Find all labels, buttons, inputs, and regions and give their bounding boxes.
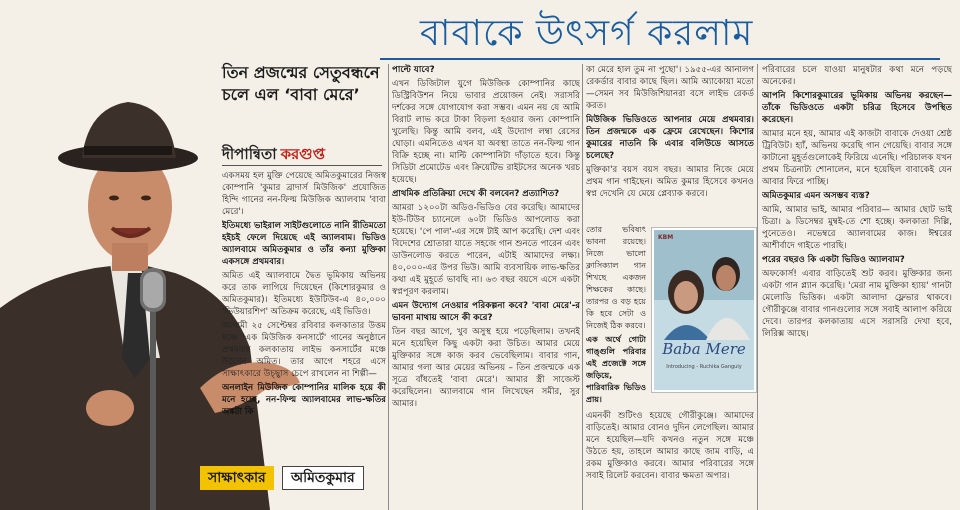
body-paragraph: তিন বছর আগে, খুব অসুস্থ হয়ে পড়েছিলাম। তখনই মনে হয়েছিল কিছু একটা করা উচিত। আমার মেয়ে মুক্তিকার সঙ্গে কাজ করব ভেবেছিলাম। বাবার গান, আমার গলা আর মেয়ের অভিনয় – তিন প্রজন্মকে এক সূত্রে বাঁধতেই 'বাবা মেরে'। আমার স্ত্রী সাজেস্ট করেছিলেন। অ্যালবামে গান লিখেছেন সমীর, সুর আমার।	[392, 327, 580, 409]
column-3-bottom	[586, 410, 754, 510]
question-paragraph: অমিতকুমার এমন অসম্ভব ব্যস্ত?	[762, 191, 870, 201]
body-paragraph: আমি, আমার ভাই, আমার পরিবার— আমার ছোট ভাই চিত্রা। ৯ ডিসেম্বর মুম্বই-তে শো হচ্ছে। কলকাতা দিল্লি, পুনেতেও। নভেম্বরে অ্যালবামের কাজ। ঈশ্বরের আশীর্বাদে গাইতে পারছি।	[762, 205, 952, 251]
column-divider	[582, 64, 583, 510]
question-paragraph: অনলাইন মিউজিক কোম্পানির মালিক হয়ে কী মনে হচ্ছে, নন-ফিল্ম অ্যালবামের লাভ-ক্ষতির অঙ্কটা কি	[222, 383, 386, 417]
body-paragraph: মুক্তিকা'র বয়স বয়স বছর। আমার নিজে মেয়ে প্রথম গান গাইছেন। অমিত কুমার হিসেবে কখনও স্বপ্ন দেখেনি যে মেয়ে প্লেব্যাক করবে।	[586, 165, 754, 199]
body-paragraph: অমিত এই অ্যালবামে দ্বৈত ভূমিকায় অভিনয় করে তাক লাগিয়ে দিয়েছেন (কিশোরকুমার ও অমিতকুমার)। ইতিমধ্যে ইউটিউব-এ ৪০,০০০ 'ভিউয়ারশিপ' অতিক্রম করেছে, এই ভিডিও।	[222, 271, 386, 317]
subject-tag: অমিতকুমার	[282, 466, 364, 490]
question-paragraph: এমন উদ্যোগ নেওয়ার পরিকল্পনা কবে? 'বাবা মেরে'-র ভাবনা মাথায় আসে কী করে?	[392, 301, 580, 323]
column-divider	[757, 64, 758, 510]
byline-rule	[222, 165, 382, 166]
headline-rule	[380, 58, 940, 60]
body-paragraph: পরিবারের চলে যাওয়া মানুষটার কথা মনে পড়ছে অনেকের।	[762, 65, 952, 87]
poster-subtitle: Introducing - Ruchika Ganguly	[666, 364, 742, 370]
poster-title: Baba Mere	[662, 340, 746, 358]
body-paragraph: আমার মনে হয়, আমার এই কাজটা বাবাকে দেওয়া শ্রেষ্ঠ ট্রিবিউট। হ্যাঁ, অভিনয় করেছি গান গেয়েছি। বাবার সঙ্গে কাটানো মুহূর্তগুলোকেই ফিরিয়ে এনেছি। পরিচালক যখন প্রথম চিত্রনাট্য শোনালেন, মনে হয়েছিল বাবাকেই যেন আবার ফিরে পাচ্ছি।	[762, 129, 952, 187]
column-4	[762, 64, 952, 510]
poster-logo: KBM	[658, 234, 674, 241]
column-3	[586, 64, 754, 224]
column-1	[222, 170, 386, 432]
question-paragraph: ইতিমধ্যে ভাইরাল সাইটগুলোতে নানি রীতিমতো হইচই ফেলে দিয়েছে এই অ্যালবাম। ভিডিও অ্যালবামে অমিতকুমার ও তাঁর কন্যা মুক্তিকা একসঙ্গে প্রথমবার।	[222, 221, 386, 267]
poster-frame	[652, 228, 756, 392]
deck-headline: তিন প্রজন্মের সেতুবন্ধনে চলে এল ‘বাবা মেরে’	[222, 63, 380, 104]
column-2	[392, 64, 580, 510]
headline: বাবাকে উৎসর্গ করলাম	[420, 13, 754, 54]
question-paragraph: আপনি কিশোরকুমারের ভূমিকায় অভিনয় করছেন—তাঁকে ভিডিওতে একটা চরিত্র হিসেবে উপস্থিত করেছেন।	[762, 91, 952, 125]
question-paragraph: পরের বছরও কি একটা ভিডিও অ্যালবাম?	[762, 255, 905, 265]
question-paragraph: পাল্টে যাবে?	[392, 65, 435, 75]
column-divider	[388, 64, 389, 510]
byline-author: দীপান্বিতা	[222, 145, 277, 163]
album-poster	[652, 228, 752, 408]
body-paragraph: একসময় হল মুক্তি পেয়েছে অমিতকুমারের নিজস্ব কোম্পানি 'কুমার ব্রাদার্স মিউজিক' প্রযোজিত হিন্দি গানের নন-ফিল্ম মিউজিক অ্যালবাম 'বাবা মেরে'।	[222, 171, 386, 217]
body-paragraph: এখন ডিজিটাল যুগে মিউজিক কোম্পানির কাছে ডিস্ট্রিবিউশন নিয়ে ভাবার প্রয়োজন নেই। সরাসরি দর্শকের সঙ্গে যোগাযোগ করা সম্ভব। এমন নয় যে আমি বিরাট লাভ করে টাকা বিড়লা হওয়ার জন্য কোম্পানি খুলেছি। কিন্তু আমি বলব, এই উদ্যোগ লম্বা রেসের ঘোড়া। এমনিতেও এখন যা অবস্থা তাতে নন-ফিল্ম গান বিক্রি হচ্ছে না। মাল্টি কোম্পানিটা দাঁড়াতে হবে। কিন্তু সিডিটা প্রমোটেড এবং ক্রিয়েটিভ রাইটসের অনেক খরচ হয়েছে।	[392, 79, 580, 185]
body-paragraph: আমরা ১২০০টা অডিও-ভিডিও বের করেছি। আমাদের ইউ-টিউব চ্যানেলে ৬০টা ভিডিও আপলোড করা হয়েছে। 'পে পাল'-এর সঙ্গে টাই আপ করেছি। দেশ এবং বিদেশের শ্রোতারা যাতে সহজে গান শুনতে পারেন এবং ডাউনলোড করতে পারেন, এটাই আমাদের লক্ষ্য। ৪০,০০০-এর উপর ভিউ। আমি ব্যবসায়িক লাভ-ক্ষতির কথা এই মুহূর্তে ভাবছি না। ৬৩ বছর বয়সে এসে একটা স্বপ্নপূরণ করলাম।	[392, 203, 580, 297]
body-paragraph: তোর ভবিষ্যৎ ভাবনা রয়েছে। নিজে ভালো ক্লাসিক্যাল গান শিখছে একজন শিক্ষকের কাছে। তারপর ও বড় হয়ে কি হবে সেটা ও নিজেই ঠিক করবে।	[586, 225, 646, 330]
byline-author-accent: করগুপ্ত	[280, 145, 325, 163]
body-paragraph: অফকোর্স! এবার বাড়িতেই শুট করব। মুক্তিকার জন্য একটা গান প্ল্যান করেছি। 'মেরা নাম মুক্তিকা হ্যায়' গানটা মেলোডি ভিত্তিক। একটা আলাদা ফ্লেভার থাকবে। গৌরীকুঞ্জে বাবার গানগুলোর সঙ্গে সবাই আলাপ করিয়ে দেবে। তারপর কলকাতায় এসে সরাসরি দেখা হবে, লিরিক্স আছে।	[762, 269, 952, 339]
body-paragraph: কা মেরে হাল তুম না পুছো'। ১৯৫৫-এর আনালগ রেকর্ডার বাবার কাছে ছিল। আমি অ্যাকোয়া মতো—সেমন সব মিউজিশিয়ানরা বসে লাইভ রেকর্ড করত।	[586, 65, 754, 111]
question-paragraph: এক অর্থে গোটা গাঙ্গুলি পরিবার এই প্রজেক্টে সঙ্গে জড়িয়ে, পারিবারিক ভিডিও প্রায়।	[586, 335, 646, 404]
body-paragraph: আগামী ২৫ সেপ্টেম্বর রবিবার কলকাতার উত্তম মঞ্চে 'এক মিউজিক কনসার্টে' গানের অনুষ্ঠানে প্রথমবার কলকাতায় লাইভ কনসার্টের মঞ্চে উঠবেন অমিত। তার আগে শহরে এসে সাক্ষাৎকারে উচ্ছ্বাস চেপে রাখলেন না শিল্পী—	[222, 321, 386, 379]
column-3-narrow	[586, 224, 646, 409]
section-tag: সাক্ষাৎকার	[200, 466, 274, 490]
body-paragraph: এমনকী শুটিংও হয়েছে গৌরীকুঞ্জে। আমাদের বাড়িতেই। আমার বোনও দুদিন লেগেছিল। আমার মনে হয়েছিল—যদি কখনও নতুন সঙ্গে মঞ্চে উঠতে হয়, তাহলে আমার কাছে জাম বাড়ি, এ রকম মুক্তিকাও করবে। আমার পরিবারের সঙ্গে সবাই রিলেট করবেন। বাবার ক্ষমতা অপার।	[586, 411, 754, 481]
question-paragraph: মিউজিক ভিডিওতে আপনার মেয়ে প্রথমবার। তিন প্রজন্মকে এক ফ্রেমে রেখেছেন। কিশোর কুমারের নাতনি কি এবার বলিউডে আসতে চলেছে?	[586, 115, 754, 161]
question-paragraph: প্রাথমিক প্রতিক্রিয়া দেখে কী বলবেন? প্রত্যাশিত?	[392, 189, 560, 199]
